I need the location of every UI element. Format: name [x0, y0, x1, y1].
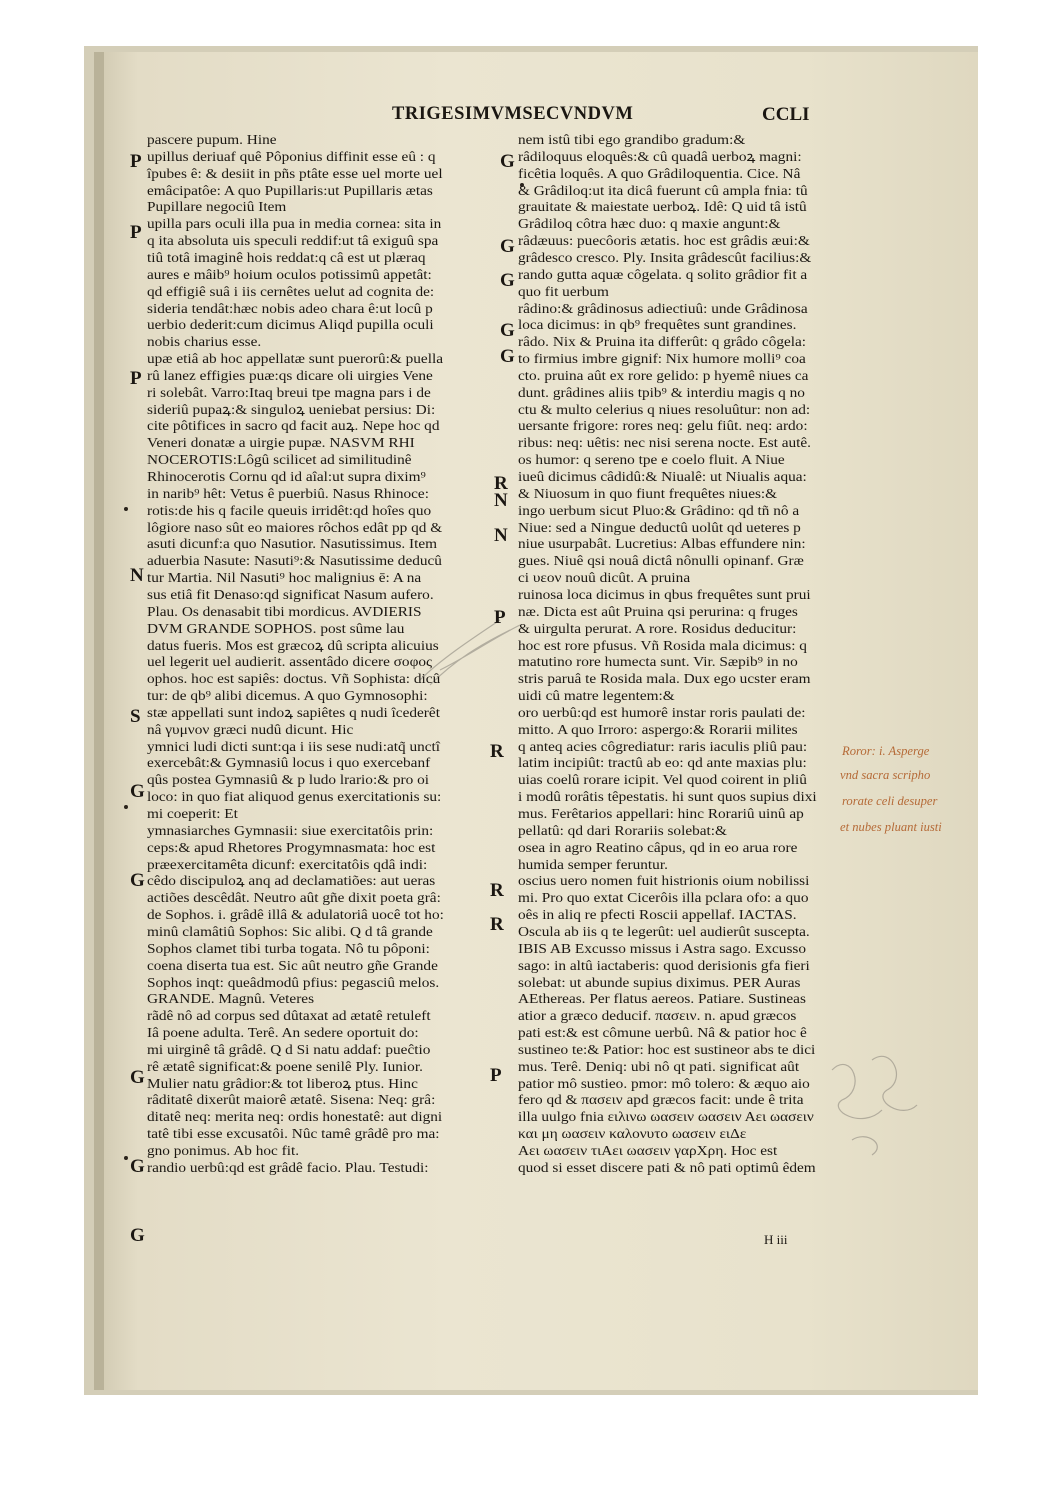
initial-letter: N: [494, 490, 508, 511]
text-line: Pupillare negociû Item: [147, 199, 287, 215]
text-line: uias coelû rorare icipit. Vel quod coirent in pliû: [518, 772, 807, 788]
running-head: TRIGESIMVMSECVNDVM: [392, 104, 634, 124]
text-line: sago: in altû iactaberis: quod derisionis gfa fieri: [518, 957, 810, 973]
text-line: râdæuus: puecôoris ætatis. hoc est grâdis æui:&: [518, 233, 810, 249]
text-line: DVM GRANDE SOPHOS. post sûme lau: [147, 620, 405, 636]
text-line: mi coeperit: Et: [147, 806, 238, 821]
text-line: AEthereas. Per flatus aereos. Patiare. Sustineas: [518, 991, 806, 1007]
text-line: gues. Niuê qsi nouâ dictâ nônulli opinanf. Græ: [518, 553, 804, 569]
text-line: os humor: q sereno tpe e coelo fluit. A Niue: [518, 452, 785, 468]
text-line: ficêtia loquês. A quo Grâdiloquentia. Cice. Nâ: [518, 165, 801, 181]
text-line: næ. Dicta est aût Pruina qsi perurina: q fruges: [518, 603, 798, 619]
text-line: in narib⁹ hêt: Vetus ê puerbiû. Nasus Rhinoce:: [147, 485, 429, 501]
text-line: ci υεον nouû dicût. A pruina: [518, 570, 691, 586]
text-line: uerbio dederit:cum dicimus Aliqd pupilla oculi: [147, 317, 434, 333]
text-line: mus. Terê. Deniq: ubi nô qt pati. significat aût: [518, 1058, 800, 1074]
text-line: q anteq acies côgrediatur: raris iaculis pliû pau:: [518, 738, 808, 754]
text-line: aduerbia Nasute: Nasuti⁹:& Nasutissime deducû: [147, 553, 442, 569]
text-line: sideriû pupaꝝ:& singuloꝝ ueniebat persius: Di:: [147, 401, 436, 417]
folio-number: CCLI: [762, 104, 810, 125]
initial-letter: G: [130, 1156, 145, 1177]
initial-letter: P: [490, 1065, 502, 1086]
text-line: latim incipiût: tractû ab eo: qd ante maxias plu:: [518, 755, 807, 771]
text-line: pellatû: qd dari Rorariis solebat:&: [518, 822, 727, 838]
text-line: ruinosa loca dicimus in qbus frequêtes sunt prui: [518, 586, 811, 602]
text-line: hoc est rore pfusus. Vñ Rosida mala dicimus: q: [518, 637, 807, 653]
text-line: fero qd & πασειν apd græcos facit: unde ê trita: [518, 1092, 804, 1108]
text-line: grauitate & maiestate uerboꝝ. Idê: Q uid tâ istû: [518, 199, 807, 215]
text-line: & Grâdiloq:ut ita dicâ fuerunt cû ampla fnia: tû: [518, 182, 808, 198]
text-line: râdino:& grâdinosus adiectiuû: unde Grâdinosa: [518, 300, 808, 316]
initial-letter: N: [130, 565, 144, 586]
text-line: ditatê neq: merita neq: ordis honestatê: aut digni: [147, 1109, 443, 1125]
initial-letter: P: [130, 368, 142, 389]
text-line: sus etiâ fit Denaso:qd significat Nasum aufero.: [147, 586, 434, 602]
text-line: sustineo te:& Patior: hoc est sustineor abs te dici: [518, 1041, 816, 1057]
text-line: aures e mâib⁹ hoium oculos potissimû appetât:: [147, 266, 432, 282]
text-line: Plau. Os denasabit tibi mordicus. AVDIERIS: [147, 603, 422, 619]
text-line: Veneri donatæ a uirgie pupæ. NASVM RHI: [147, 435, 415, 451]
initial-letter: G: [130, 1067, 145, 1088]
marginal-note: et nubes pluant iusti: [840, 820, 942, 834]
text-line: oês in aliq re pfecti Roscii appellaf. IACTAS.: [518, 907, 797, 923]
initial-letter: R: [490, 880, 504, 901]
text-line: lôgiore naso sût eo maiores rôchos edât pp qd &: [147, 519, 443, 535]
text-line: rû lanez effigies puæ:qs dicare oli uirgies Vene: [147, 367, 433, 383]
initial-letter: R: [494, 473, 508, 494]
text-line: tur Martia. Nil Nasuti⁹ hoc malignius ē: A na: [147, 570, 422, 586]
text-line: Mulier natu grâdior:& tot liberoꝝ ptus. Hinc: [147, 1075, 418, 1091]
text-line: râditatê dixerût maiorê ætatê. Sisena: Neq: grâ:: [147, 1092, 436, 1108]
text-line: niue usurpabât. Lucretius: Albas effundere nin:: [518, 536, 806, 552]
text-line: osea in agro Reatino câpus, qd in eo arua rore: [518, 839, 798, 855]
text-line: asuti dicunf:a quo Nasutior. Nasutissimus. Item: [147, 536, 438, 552]
text-line: ymnasiarches Gymnasii: siue exercitatôis prin:: [147, 822, 434, 838]
text-line: quo fit uerbum: [518, 283, 609, 299]
text-line: και μη ωασειν καλονυτο ωασειν ειΔε: [518, 1126, 747, 1142]
initial-letter: P: [494, 607, 506, 628]
text-line: atior a græco deducif. πασειν. n. apud græcos: [518, 1008, 797, 1024]
text-line: Grâdiloq côtra hæc duo: q maxie angunt:&: [518, 216, 781, 232]
text-line: Αει ωασειν τιΑει ωασειν γαρΧρη. Hoc est: [518, 1143, 778, 1158]
text-line: oscius uero nomen fuit histrionis oium nobilissi: [518, 873, 810, 889]
text-line: upæ etiâ ab hoc appellatæ sunt puerorû:& puella: [147, 351, 443, 367]
text-line: illa uulgo fnia ειλινω ωασειν ωασειν Αει ωασειν: [518, 1109, 814, 1125]
text-line: stæ appellati sunt indoꝝ sapiêtes q nudi îcederêt: [147, 704, 440, 720]
text-line: dunt. grâdines aliis tpib⁹ & interdiu magis q no: [518, 384, 805, 400]
text-line: NOCEROTIS:Lôgû scilicet ad similitudinê: [147, 452, 412, 468]
text-line: i modû rorâtis têpestatis. hi sunt quos supius dixi: [518, 789, 817, 805]
text-line: mi. Pro quo extat Cicerôis illa pclara ofo: a quo: [518, 890, 809, 906]
text-line: qd effigiê suâ i iis cernêtes uelut ad cognita de:: [147, 283, 435, 299]
text-line: qûs postea Gymnasiû & p ludo lrario:& pro oi: [147, 772, 430, 788]
margin-bullet: [124, 1156, 128, 1160]
text-line: uidi cû matre legentem:&: [518, 688, 675, 704]
text-line: de Sophos. i. grâdê illâ & adulatoriâ uocê tot ho:: [147, 907, 444, 923]
text-line: rotis:de his q facile queuis irridêt:qd hoîes quo: [147, 502, 432, 518]
text-line: nem istû tibi ego grandibo gradum:&: [518, 132, 746, 147]
pencil-scribble-right: [812, 1040, 932, 1160]
text-line: mitto. A quo Irroro: aspergo:& Rorarii milites: [518, 721, 798, 737]
text-line: rando gutta aquæ côgelata. q solito grâdior fit a: [518, 266, 808, 282]
text-line: upilla pars oculi illa pua in media cornea: sita in: [147, 216, 442, 232]
text-line: quod si esset discere pati & nô pati optimû êdem: [518, 1159, 816, 1175]
initial-letter: G: [500, 236, 515, 257]
text-line: loca dicimus: in qb⁹ frequêtes sunt grandines.: [518, 317, 797, 333]
text-line: uel legerit uel audierit. assentâdo dicere σοφος: [147, 654, 433, 670]
text-line: minû clamâtiû Sophos: Sic alibi. Q d tâ grande: [147, 923, 433, 939]
text-line: randio uerbû:qd est grâdê facio. Plau. Testudi:: [147, 1159, 429, 1175]
text-line: cêdo discipuloꝝ anq ad declamatiões: aut ueras: [147, 873, 436, 889]
text-line: rãdê nô ad corpus sed dûtaxat ad ætatê retuleft: [147, 1008, 431, 1024]
marginal-note: vnd sacra scripho: [840, 768, 931, 782]
text-line: mus. Ferêtarios appellari: hinc Rorariû uinû ap: [518, 806, 804, 821]
text-line: pati est:& est cômune uerbû. Nâ & patior hoc ê: [518, 1025, 807, 1041]
text-line: q ita absoluta uis speculi reddif:ut tâ exiguû spa: [147, 233, 439, 249]
margin-bullet: [124, 507, 128, 511]
text-line: râdiloquus eloquês:& cû quadâ uerboꝝ magni:: [518, 148, 802, 164]
initial-letter: G: [500, 320, 515, 341]
text-line: Sophos clamet tibi turba togata. Nô tu pôponi:: [147, 940, 430, 956]
text-line: uersante frigore: rores neq: gelu fiût. neq: ardo:: [518, 418, 808, 434]
signature-mark: H iii: [764, 1232, 788, 1247]
initial-letter: S: [130, 706, 141, 727]
text-line: îpubes ê: & desiit in pñs ptâte esse uel morte uel: [147, 165, 443, 181]
text-line: cite pôtifices in sacro qd facit auꝝ. Nepe hoc qd: [147, 418, 440, 434]
text-line: ctu & multo celerius q niues resoluûtur: non ad:: [518, 401, 811, 417]
initial-letter: G: [130, 1225, 145, 1246]
initial-letter: N: [494, 525, 508, 546]
text-line: datus fueris. Mos est græcoꝝ dû scripta alicuius: [147, 637, 439, 653]
text-line: IBIS AB Excusso missus i Astra sago. Excusso: [518, 940, 807, 956]
marginal-note: rorate celi desuper: [842, 794, 938, 808]
text-line: ymnici ludi dicti sunt:qa i iis sese nudi:atq̃ unctî: [147, 738, 441, 754]
initial-letter: G: [500, 270, 515, 291]
text-line: gno ponimus. Ab hoc fit.: [147, 1143, 300, 1158]
text-line: & Niuosum in quo fiunt frequêtes niues:&: [518, 485, 778, 501]
initial-letter: G: [500, 346, 515, 367]
text-line: coena diserta tua est. Sic aût neutro gñe Grande: [147, 957, 438, 973]
page-gutter-shadow: [94, 52, 104, 1390]
text-line: præexercitamêta dicunf: exercitatôis qdâ indi:: [147, 856, 428, 872]
text-line: Rhinocerotis Cornu qd id aîal:ut supra dixim⁹: [147, 469, 426, 484]
initial-letter: R: [490, 741, 504, 762]
text-line: matutino rore humecta sunt. Vir. Sæpib⁹ in no: [518, 654, 798, 670]
text-line: sideria tendât:hæc nobis adeo chara ê:ut locû p: [147, 300, 433, 316]
text-line: rê ætatê significat:& poene senilê Ply. Iunior.: [147, 1058, 423, 1074]
text-line: ceps:& apud Rhetores Progymnasmata: hoc est: [147, 839, 436, 855]
text-line: grâdesco cresco. Ply. Insita grâdescût facilius:&: [518, 249, 812, 265]
initial-letter: R: [490, 914, 504, 935]
text-line: upillus deriuaf quê Pôponius diffinit esse eû : q: [147, 148, 436, 164]
text-line: actiões descêdât. Neutro aût gñe dixit poeta grâ:: [147, 890, 441, 906]
text-line: Iâ poene adulta. Terê. An sedere oportuit do:: [147, 1025, 419, 1041]
text-line: mi uirginê tâ grâdê. Q d Si natu addaf: pueĉtio: [147, 1041, 431, 1057]
text-line: râdo. Nix & Pruina ita differût: q grâdo côgela:: [518, 334, 807, 350]
text-line: nobis charius esse.: [147, 334, 262, 350]
text-line: tiû totâ imaginê hois reddat:q câ est ut plæraq: [147, 249, 426, 265]
text-line: loco: in quo fiat aliquod genus exercitationis su:: [147, 789, 442, 805]
text-line: cto. pruina aût ex rore gelido: p hyemê niues ca: [518, 367, 809, 383]
text-line: oro uerbû:qd est humorê instar roris paulati de:: [518, 704, 806, 720]
text-line: patior mô sustieo. pmor: mô tolero: & æquo aio: [518, 1075, 810, 1091]
text-line: ri solebât. Varro:Itaq breui tpe magna pars i de: [147, 384, 431, 400]
text-line: Sophos inqt: queâdmodû pfius: pegasciû melos.: [147, 974, 440, 990]
text-line: nâ γυμνον græci nudû dicunt. Hic: [147, 721, 354, 737]
text-line: ophos. hoc est sapiês: doctus. Vñ Sophista: dicû: [147, 671, 441, 687]
text-line: to firmius imbre gignif: Nix humore molli⁹ coa: [518, 351, 806, 367]
text-line: tatê tibi esse excusatôi. Nûc tamê grâdê pro ma:: [147, 1126, 440, 1142]
text-line: emâcipatôe: A quo Pupillaris:ut Pupillaris ætas: [147, 182, 433, 198]
initial-letter: G: [130, 781, 145, 802]
marginal-note: Roror: i. Asperge: [842, 744, 930, 758]
text-line: & uirgulta perurat. A rore. Rosidus deducitur:: [518, 620, 797, 636]
text-line: Oscula ab iis q te legerût: uel audierût suscepta.: [518, 923, 810, 939]
text-line: exercebât:& Gymnasiû locus i quo exercebanf: [147, 755, 431, 771]
initial-letter: G: [500, 151, 515, 172]
text-line: pascere pupum. Hine: [147, 132, 277, 147]
text-line: ribus: neq: uêtis: nec nisi serena nocte. Est autê.: [518, 435, 812, 451]
initial-letter: G: [130, 870, 145, 891]
margin-bullet: [124, 805, 128, 809]
text-line: tur: de qb⁹ alibi dicemus. A quo Gymnosophi:: [147, 688, 428, 704]
text-line: stris paruâ te Rosida mala. Dux ego ucster eram: [518, 671, 811, 687]
text-line: humida semper feruntur.: [518, 856, 668, 872]
text-line: ingo uerbum sicut Pluo:& Grâdino: qd tñ nô a: [518, 502, 800, 518]
text-line: solebat: ut abunde supius diximus. PER Auras: [518, 974, 801, 990]
initial-letter: P: [130, 151, 142, 172]
text-line: iueû dicimus câdidû:& Niualê: ut Niualis aqua:: [518, 469, 807, 484]
text-line: Niue: sed a Ningue deductû uolût qd ueteres p: [518, 519, 801, 535]
text-line: GRANDE. Magnû. Veteres: [147, 991, 315, 1007]
initial-letter: P: [130, 222, 142, 243]
